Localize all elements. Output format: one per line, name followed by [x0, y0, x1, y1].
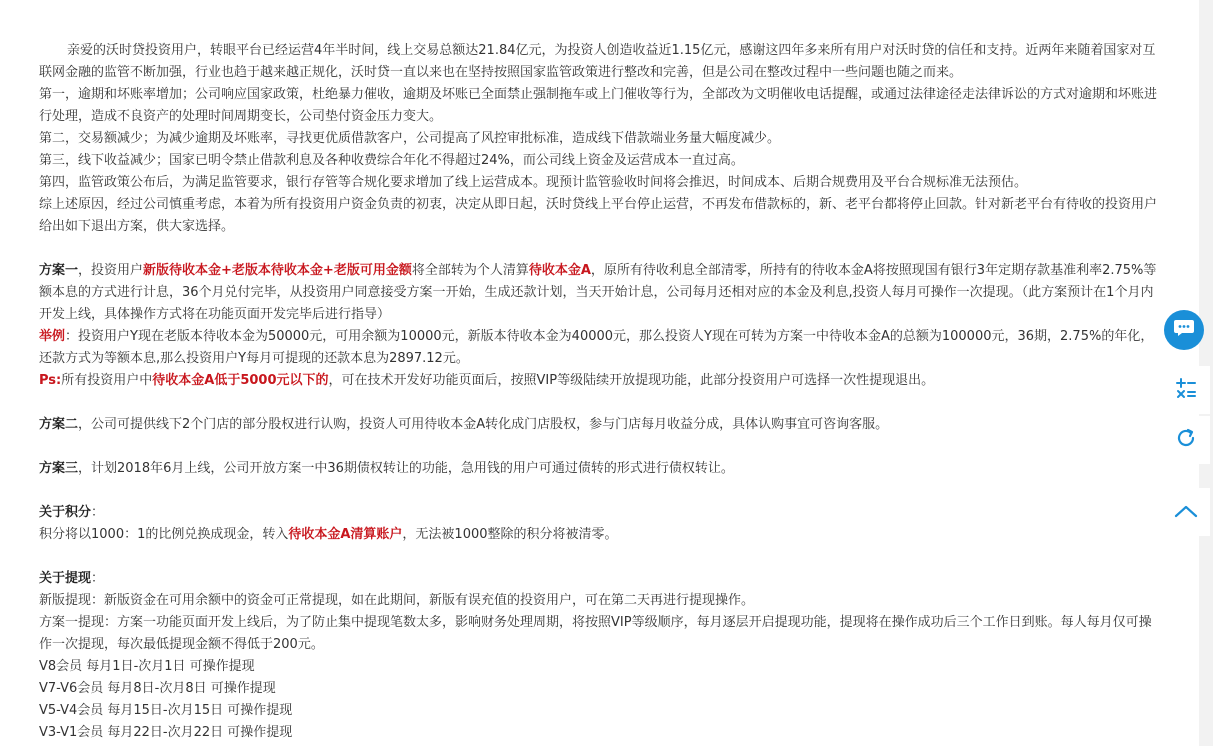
tier-row: V5-V4会员 每月15日-次月15日 可操作提现: [39, 703, 293, 718]
plan-2-paragraph: 方案二，公司可提供线下2个门店的部分股权进行认购，投资人可用待收本金A转化成门店股权，参与门店每月收益分成，具体认购事宜可咨询客服。: [39, 417, 889, 432]
chat-button[interactable]: [1164, 310, 1204, 350]
withdraw-heading: 关于提现：: [39, 571, 105, 586]
highlight-principal-a: 待收本金A: [528, 263, 591, 278]
plan-1-example: 举例：投资用户Y现在老版本待收本金为50000元，可用余额为10000元，新版本待收本金为40000元，那么投资人Y现在可转为方案一中待收本金A的总额为100000元，36期，2.75%的年化，还款方式为等额本息,那么投资用户Y每月可提现的还款本息为2897.12元。: [39, 329, 1154, 366]
plan-3-paragraph: 方案三，计划2018年6月上线，公司开放方案一中36期债权转让的功能，急用钱的用户可通过债转的形式进行债权转让。: [39, 461, 734, 476]
plan-2-label: 方案二: [39, 417, 79, 432]
points-paragraph: 积分将以1000：1的比例兑换成现金，转入待收本金A清算账户，无法被1000整除的积分将被清零。: [39, 527, 618, 542]
ps-label: Ps:: [39, 373, 62, 388]
refresh-icon: [1175, 427, 1197, 453]
tier-row: V3-V1会员 每月22日-次月22日 可操作提现: [39, 725, 293, 740]
reason-2: 第二，交易额减少；为减少逾期及坏账率，寻找更优质借款客户，公司提高了风控审批标准，造成线下借款端业务量大幅度减少。: [39, 131, 781, 146]
announcement-body: [39, 40, 1161, 744]
calculator-icon: [1175, 377, 1197, 403]
calculator-button[interactable]: [1162, 366, 1210, 414]
plan-1-label: 方案一: [39, 263, 79, 278]
chat-icon: [1173, 318, 1195, 342]
tier-row: V7-V6会员 每月8日-次月8日 可操作提现: [39, 681, 276, 696]
plan-3-label: 方案三: [39, 461, 79, 476]
reason-3: 第三，线下收益减少；国家已明令禁止借款利息及各种收费综合年化不得超过24%，而公司线上资金及运营成本一直过高。: [39, 153, 744, 168]
intro-paragraph: 亲爱的沃时贷投资用户，转眼平台已经运营4年半时间，线上交易总额达21.84亿元，为投资人创造收益近1.15亿元，感谢这四年多来所有用户对沃时贷的信任和支持。近两年来随着国家对互联网金融的监管不断加强，行业也趋于越来越正规化，沃时贷一直以来也在坚持按照国家监管政策进行整改和完善，但是公司在整改过程中一些问题也随之而来。: [39, 43, 1156, 80]
example-label: 举例: [39, 329, 66, 344]
summary-paragraph: 综上述原因，经过公司慎重考虑，本着为所有投资用户资金负责的初衷，决定从即日起，沃时贷线上平台停止运营，不再发布借款标的，新、老平台都将停止回款。针对新老平台有待收的投资用户给出如下退出方案，供大家选择。: [39, 197, 1158, 234]
highlight-balances: 新版待收本金+老版本待收本金+老版可用金额: [143, 263, 412, 278]
back-to-top-button[interactable]: [1162, 488, 1210, 536]
reason-1: 第一，逾期和坏账率增加；公司响应国家政策，杜绝暴力催收，逾期及坏账已全面禁止强制拖车或上门催收等行为，全部改为文明催收电话提醒，或通过法律途径走法律诉讼的方式对逾期和坏账进行处理，造成不良资产的处理时间周期变长，公司垫付资金压力变大。: [39, 87, 1158, 124]
reason-4: 第四，监管政策公布后，为满足监管要求，银行存管等合规化要求增加了线上运营成本。现预计监管验收时间将会推迟，时间成本、后期合规费用及平台合规标准无法预估。: [39, 175, 1028, 190]
plan-1-ps: Ps:所有投资用户中待收本金A低于5000元以下的，可在技术开发好功能页面后，按照VIP等级陆续开放提现功能，此部分投资用户可选择一次性提现退出。: [39, 373, 935, 388]
plan-1-paragraph: 方案一，投资用户新版待收本金+老版本待收本金+老版可用金额将全部转为个人清算待收本金A，原所有待收利息全部清零，所持有的待收本金A将按照现国有银行3年定期存款基准利率2.75%等额本息的方式进行计息，36个月兑付完毕，从投资用户同意接受方案一开始，生成还款计划，当天开始计息，公司每月还相对应的本金及利息,投资人每月可操作一次提现。（此方案预计在1个月内开发上线，具体操作方式将在功能页面开发完毕后进行指导）: [39, 263, 1157, 322]
tier-row: V8会员 每月1日-次月1日 可操作提现: [39, 659, 255, 674]
points-heading: 关于积分：: [39, 505, 105, 520]
highlight-clearing-account: 待收本金A清算账户: [288, 527, 403, 542]
back-to-top-icon: [1174, 503, 1198, 522]
refresh-button[interactable]: [1162, 416, 1210, 464]
withdraw-new-version: 新版提现：新版资金在可用余额中的资金可正常提现，如在此期间，新版有误充值的投资用户，可在第二天再进行提现操作。: [39, 593, 755, 608]
withdraw-plan-1: 方案一提现：方案一功能页面开发上线后，为了防止集中提现笔数太多，影响财务处理周期，将按照VIP等级顺序，每月逐层开启提现功能，提现将在操作成功后三个工作日到账。每人每月仅可操作一次提现，每次最低提现金额不得低于200元。: [39, 615, 1152, 652]
highlight-under-5000: 待收本金A低于5000元以下的: [152, 373, 329, 388]
